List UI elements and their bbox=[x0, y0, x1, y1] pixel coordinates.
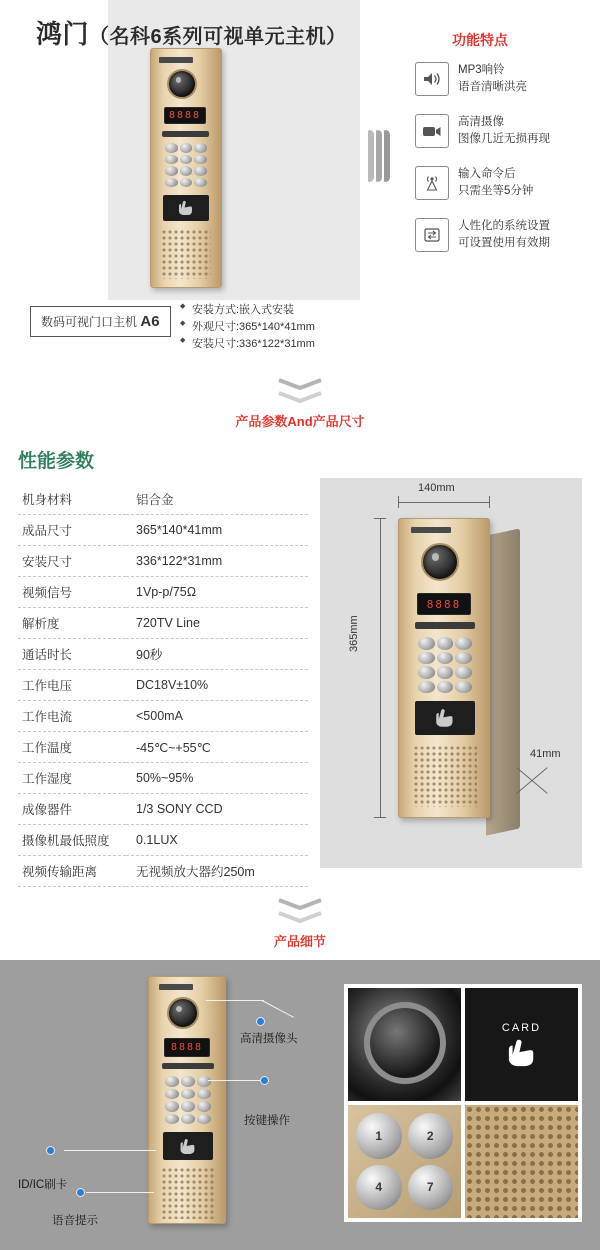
device-logo bbox=[159, 984, 193, 990]
table-row bbox=[18, 763, 308, 794]
feature-line1: 输入命令后 bbox=[458, 168, 516, 181]
camera-lens bbox=[167, 997, 199, 1029]
table-row bbox=[18, 639, 308, 670]
feature-text bbox=[458, 218, 550, 251]
height-dim-label: 365mm bbox=[348, 615, 360, 652]
spec-key: 成像器件 bbox=[18, 794, 126, 825]
hand-card-icon bbox=[502, 1038, 542, 1068]
spec-value: DC18V±10% bbox=[126, 670, 308, 701]
keypad-key bbox=[418, 637, 435, 650]
keypad-key bbox=[437, 637, 454, 650]
hand-card-icon bbox=[176, 200, 196, 216]
led-display bbox=[417, 593, 471, 615]
product-name-text: 数码可视门口主机 bbox=[41, 315, 138, 329]
callout-label-card: ID/IC刷卡 bbox=[18, 1179, 68, 1191]
feature-line1: MP3响铃 bbox=[458, 64, 505, 77]
keypad-key bbox=[418, 681, 435, 694]
keypad-key-label: 7 bbox=[408, 1165, 454, 1211]
page-title bbox=[36, 14, 347, 51]
spec-key: 视频信号 bbox=[18, 577, 126, 608]
spec-value: 90秒 bbox=[126, 639, 308, 670]
feature-line2: 只需坐等5分钟 bbox=[458, 185, 534, 197]
callout-leader bbox=[208, 1080, 264, 1081]
keypad-key bbox=[180, 166, 193, 176]
table-row bbox=[18, 515, 308, 546]
keypad-key-label: 1 bbox=[356, 1113, 402, 1159]
divider-caption: 产品参数And产品尺寸 bbox=[235, 414, 365, 429]
photo-speaker-holes-closeup bbox=[465, 1105, 578, 1218]
arrow-pointer-icon bbox=[368, 130, 390, 182]
product-model-text: A6 bbox=[140, 313, 160, 330]
card-reader bbox=[163, 1132, 213, 1160]
callout-dot bbox=[256, 1017, 265, 1026]
spec-value: <500mA bbox=[126, 701, 308, 732]
spec-value: 720TV Line bbox=[126, 608, 308, 639]
keypad-key bbox=[194, 155, 207, 165]
keypad-key bbox=[165, 1114, 179, 1125]
speaker-holes bbox=[161, 1167, 215, 1219]
brand-name: 鸿门 bbox=[36, 19, 90, 49]
specs-table bbox=[18, 484, 308, 918]
callout-dot bbox=[76, 1188, 85, 1197]
speaker-holes bbox=[161, 229, 211, 279]
speaker-grill bbox=[415, 622, 475, 629]
feature-line2: 图像几近无损再现 bbox=[458, 133, 550, 145]
table-row bbox=[18, 825, 308, 856]
callout-leader bbox=[262, 1000, 294, 1018]
hero-spec-item: ◆ 安装方式:嵌入式安装 bbox=[180, 302, 315, 319]
keypad-key bbox=[455, 666, 472, 679]
keypad-key bbox=[197, 1101, 211, 1112]
feature-item bbox=[415, 166, 595, 200]
spec-key: 成品尺寸 bbox=[18, 515, 126, 546]
speaker-icon bbox=[415, 62, 449, 96]
spec-key: 解析度 bbox=[18, 608, 126, 639]
keypad bbox=[165, 1076, 211, 1124]
feature-item bbox=[415, 62, 595, 96]
device-dimension-illustration bbox=[398, 518, 490, 818]
display-value: 8888 bbox=[426, 597, 462, 611]
width-dim-tick bbox=[398, 496, 399, 508]
spec-key: 工作电流 bbox=[18, 701, 126, 732]
feature-text bbox=[458, 166, 533, 199]
keypad-key bbox=[437, 681, 454, 694]
callout-label-voice: 语音提示 bbox=[52, 1215, 98, 1227]
signal-icon bbox=[415, 166, 449, 200]
spec-value: -45℃~+55℃ bbox=[126, 732, 308, 763]
table-row bbox=[18, 577, 308, 608]
keypad-key bbox=[455, 637, 472, 650]
height-dim-tick bbox=[374, 817, 386, 818]
spec-key: 通话时长 bbox=[18, 639, 126, 670]
callout-dot bbox=[46, 1146, 55, 1155]
hero-spec-list bbox=[180, 302, 315, 353]
depth-dim-label: 41mm bbox=[530, 748, 561, 760]
callout-leader bbox=[86, 1192, 154, 1193]
spec-value: 0.1LUX bbox=[126, 825, 308, 856]
spec-key: 安装尺寸 bbox=[18, 546, 126, 577]
height-dim-tick bbox=[374, 518, 386, 519]
feature-item bbox=[415, 114, 595, 148]
callout-dot bbox=[260, 1076, 269, 1085]
specs-heading: 性能参数 bbox=[18, 451, 95, 472]
keypad-key bbox=[165, 1076, 179, 1087]
device-front-illustration bbox=[150, 48, 222, 288]
details-section bbox=[0, 960, 600, 1250]
keypad-key bbox=[165, 1089, 179, 1100]
device-side-face bbox=[486, 528, 520, 835]
keypad-key bbox=[181, 1076, 195, 1087]
spec-key: 机身材料 bbox=[18, 484, 126, 515]
width-dim-line bbox=[398, 502, 490, 503]
keypad-key bbox=[437, 652, 454, 665]
keypad-key bbox=[194, 166, 207, 176]
spec-key: 视频传输距离 bbox=[18, 856, 126, 887]
arrow-bar bbox=[384, 130, 390, 182]
speaker-holes bbox=[413, 745, 477, 807]
width-dim-label: 140mm bbox=[418, 482, 455, 494]
keypad bbox=[165, 143, 207, 187]
keypad bbox=[418, 637, 472, 693]
chevron-down-icon bbox=[0, 898, 600, 923]
hand-card-icon bbox=[177, 1138, 199, 1155]
keypad-key bbox=[181, 1089, 195, 1100]
display-value: 8888 bbox=[168, 110, 202, 121]
table-row bbox=[18, 701, 308, 732]
keypad-key bbox=[455, 681, 472, 694]
spec-key: 工作温度 bbox=[18, 732, 126, 763]
keypad-key bbox=[181, 1101, 195, 1112]
keypad-key bbox=[165, 178, 178, 188]
table-row bbox=[18, 856, 308, 887]
speaker-grill bbox=[162, 131, 209, 137]
hero-section bbox=[0, 0, 600, 370]
photo-camera-closeup bbox=[348, 988, 461, 1101]
spec-value: 50%~95% bbox=[126, 763, 308, 794]
camera-icon bbox=[415, 114, 449, 148]
callout-leader bbox=[64, 1150, 156, 1151]
card-word-label: CARD bbox=[501, 1021, 542, 1034]
keypad-key bbox=[165, 1101, 179, 1112]
hero-spec-item: ◆ 安装尺寸:336*122*31mm bbox=[180, 336, 315, 353]
spec-value: 1/3 SONY CCD bbox=[126, 794, 308, 825]
keypad-key bbox=[455, 652, 472, 665]
height-dim-line bbox=[380, 518, 381, 818]
chevron-down-icon bbox=[0, 378, 600, 403]
specs-section bbox=[0, 440, 600, 890]
spec-value: 365*140*41mm bbox=[126, 515, 308, 546]
spec-value: 无视频放大器约250m bbox=[126, 856, 308, 887]
spec-key: 摄像机最低照度 bbox=[18, 825, 126, 856]
callout-label-camera: 高清摄像头 bbox=[240, 1033, 298, 1045]
feature-item bbox=[415, 218, 595, 252]
keypad-key-label: 4 bbox=[356, 1165, 402, 1211]
settings-icon bbox=[415, 218, 449, 252]
product-name-badge bbox=[30, 306, 171, 337]
keypad-key bbox=[180, 178, 193, 188]
keypad-key bbox=[180, 143, 193, 153]
led-display bbox=[164, 1038, 210, 1057]
callout-leader bbox=[206, 1000, 264, 1001]
keypad-key bbox=[165, 155, 178, 165]
table-row bbox=[18, 608, 308, 639]
callout-label-keypad: 按键操作 bbox=[244, 1115, 290, 1127]
detail-photo-grid bbox=[344, 984, 582, 1222]
feature-text bbox=[458, 62, 527, 95]
keypad-key bbox=[197, 1089, 211, 1100]
hero-spec-item: ◆ 外观尺寸:365*140*41mm bbox=[180, 319, 315, 336]
table-row bbox=[18, 794, 308, 825]
keypad-key bbox=[418, 652, 435, 665]
camera-lens bbox=[167, 69, 197, 99]
keypad-key bbox=[437, 666, 454, 679]
width-dim-tick bbox=[489, 496, 490, 508]
feature-text bbox=[458, 114, 550, 147]
spec-key: 工作湿度 bbox=[18, 763, 126, 794]
feature-line1: 人性化的系统设置 bbox=[458, 220, 550, 233]
card-reader bbox=[163, 195, 209, 221]
speaker-grill bbox=[162, 1063, 214, 1069]
table-row bbox=[18, 546, 308, 577]
keypad-key bbox=[181, 1114, 195, 1125]
divider-caption: 产品细节 bbox=[273, 934, 326, 949]
section-divider-2 bbox=[0, 890, 600, 960]
hand-card-icon bbox=[432, 708, 458, 728]
section-divider-1 bbox=[0, 370, 600, 440]
arrow-bar bbox=[368, 130, 374, 182]
table-row bbox=[18, 484, 308, 515]
keypad-key bbox=[194, 143, 207, 153]
feature-line2: 语音清晰洪亮 bbox=[458, 81, 527, 93]
keypad-key bbox=[165, 166, 178, 176]
led-display bbox=[164, 107, 206, 124]
arrow-bar bbox=[376, 130, 382, 182]
photo-keypad-closeup bbox=[348, 1105, 461, 1218]
title-suffix: （名科6系列可视单元主机） bbox=[89, 26, 347, 48]
spec-key: 工作电压 bbox=[18, 670, 126, 701]
keypad-key bbox=[180, 155, 193, 165]
features-list bbox=[415, 62, 595, 270]
display-value: 8888 bbox=[170, 1042, 204, 1053]
table-row bbox=[18, 732, 308, 763]
feature-line2: 可设置使用有效期 bbox=[458, 237, 550, 249]
spec-value: 336*122*31mm bbox=[126, 546, 308, 577]
keypad-key-label: 2 bbox=[408, 1113, 454, 1159]
features-heading: 功能特点 bbox=[452, 32, 508, 48]
photo-card-reader-closeup bbox=[465, 988, 578, 1101]
keypad-key bbox=[197, 1076, 211, 1087]
device-detail-illustration bbox=[148, 976, 226, 1224]
feature-line1: 高清摄像 bbox=[458, 116, 504, 129]
card-reader bbox=[415, 701, 475, 735]
keypad-key bbox=[165, 143, 178, 153]
keypad-key bbox=[194, 178, 207, 188]
table-row bbox=[18, 670, 308, 701]
camera-lens bbox=[421, 543, 459, 581]
spec-value: 1Vp-p/75Ω bbox=[126, 577, 308, 608]
spec-value: 铝合金 bbox=[126, 484, 308, 515]
keypad-key bbox=[418, 666, 435, 679]
device-logo bbox=[159, 57, 193, 63]
device-logo bbox=[411, 527, 451, 533]
keypad-key bbox=[197, 1114, 211, 1125]
